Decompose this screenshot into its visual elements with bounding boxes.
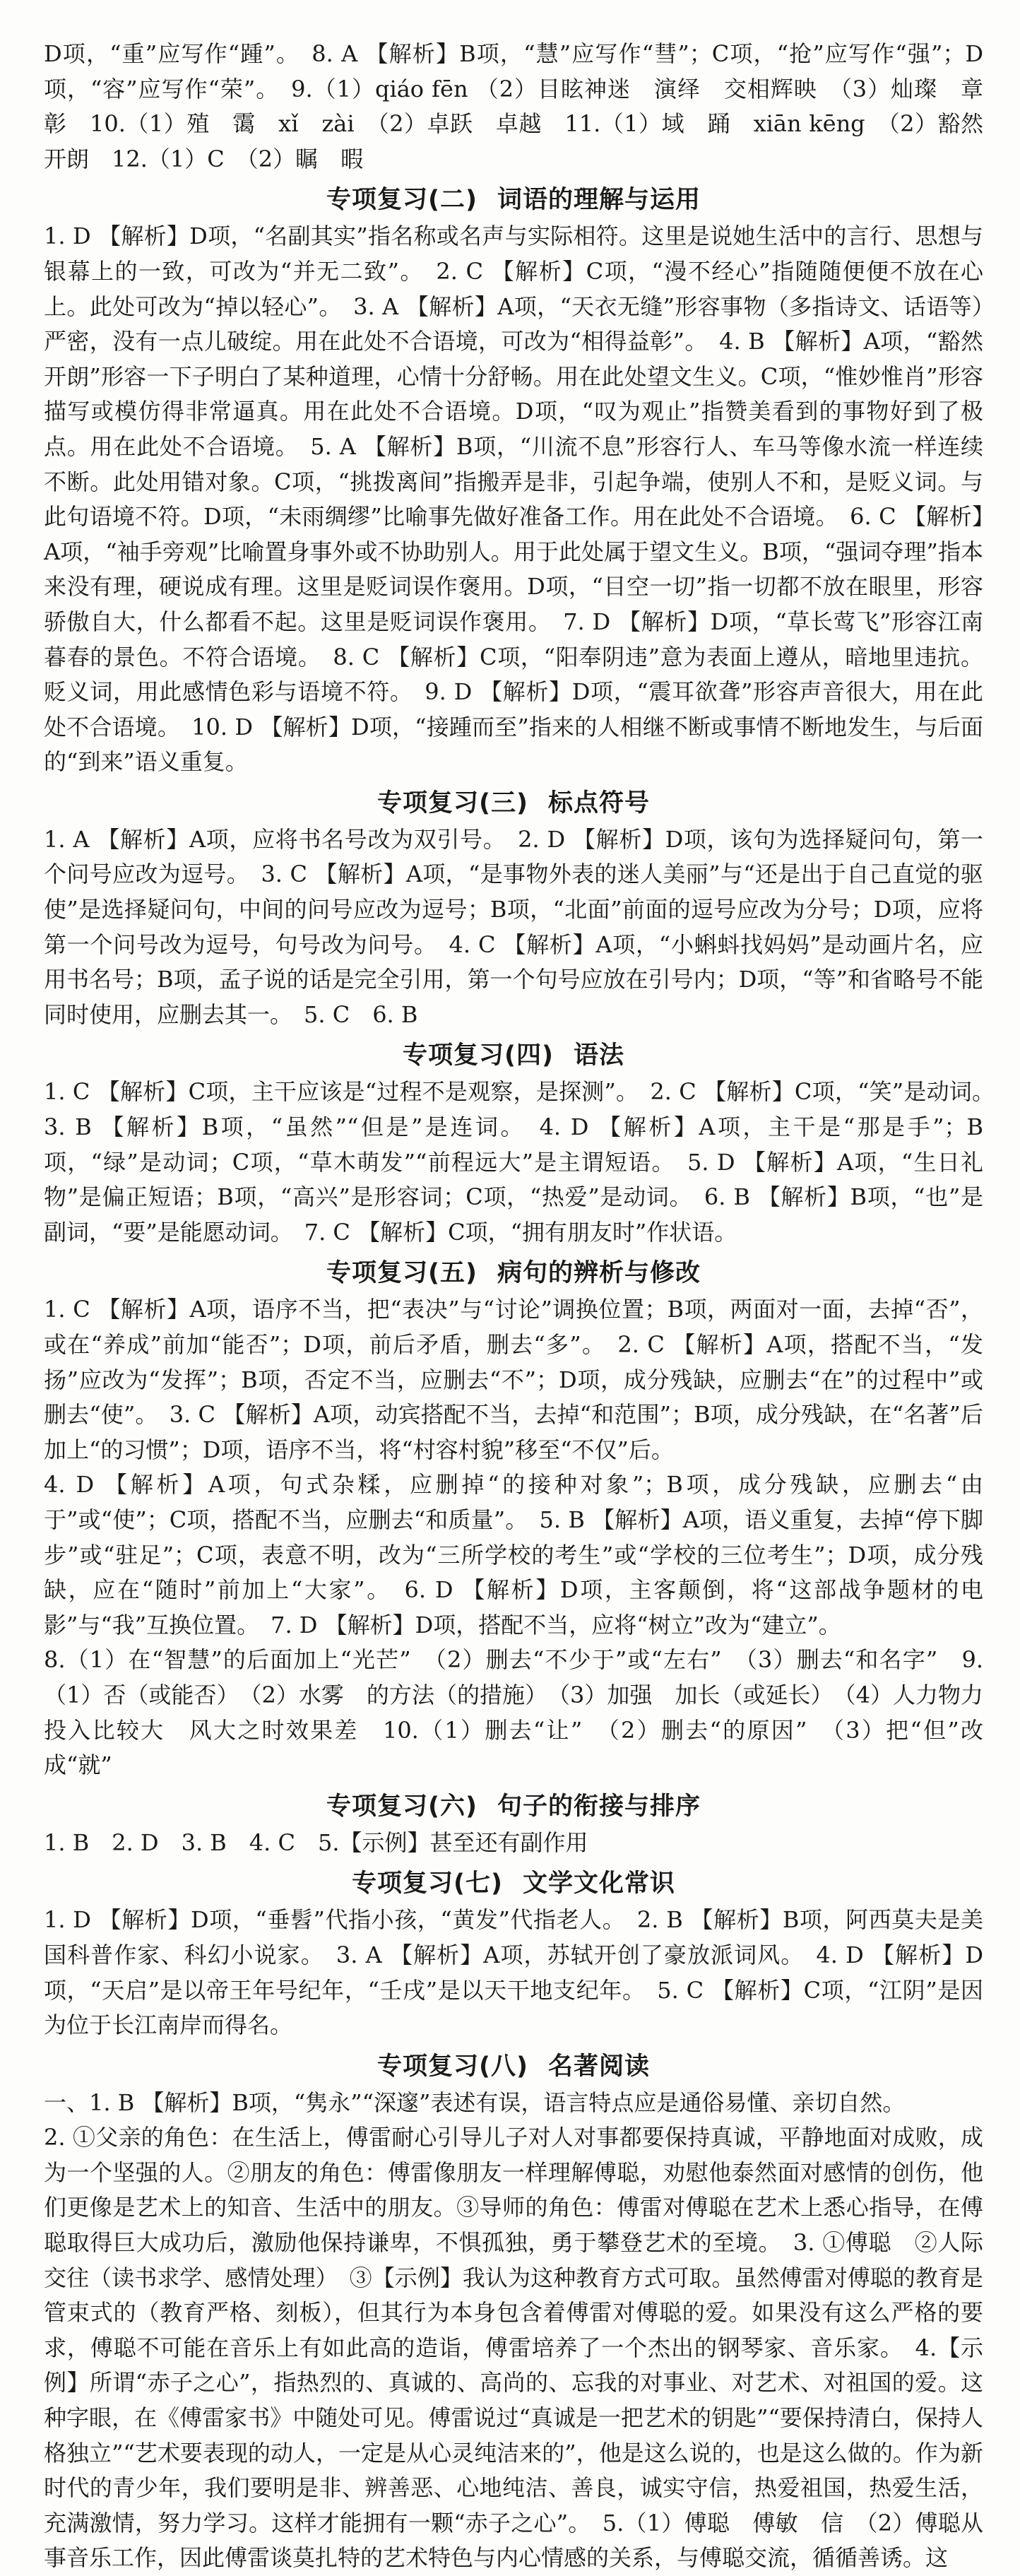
section-subtitle: 语法 [573, 1041, 624, 1070]
section-title: 专项复习(四) [402, 1041, 554, 1070]
section-heading [44, 182, 983, 218]
section-subtitle: 句子的衔接与排序 [497, 1792, 701, 1821]
section-subtitle: 文学文化常识 [522, 1869, 675, 1898]
section-title: 专项复习(三) [376, 788, 528, 817]
section-title: 专项复习(八) [376, 2052, 528, 2081]
section-heading [44, 786, 983, 821]
paragraph: 8.（1）在“智慧”的后面加上“光芒” （2）删去“不少于”或“左右” （3）删去“和名字” 9.（1）否（或能否） （2）水雾 的方法（的措施） （3）加强 加长（或延长） （4）人力物力投入比较大 风大之时效果差 10.（1）删去“让” （2）删去“的原因” （3）把“但”改成“就” [44, 1646, 983, 1779]
section-subtitle: 标点符号 [547, 788, 650, 817]
paragraph: 1. C 【解析】C项，主干应该是“过程不是观察，是探测”。 2. C 【解析】C项，“笑”是动词。 3. B 【解析】B项，“虽然”“但是”是连词。 4. D 【解析】A项，主干是“那是手”；B项，“绿”是动词；C项，“草木萌发”“前程远大”是主谓短语。 5. D 【解析】A项，“生日礼物”是偏正短语；B项，“高兴”是形容词；C项，“热爱”是动词。 6. B 【解析】B项，“也”是副词，“要”是能愿动词。 7. C 【解析】C项，“拥有朋友时”作状语。 [44, 1078, 1007, 1246]
paragraph: 2. ①父亲的角色：在生活上，傅雷耐心引导儿子对人对事都要保持真诚，平静地面对成败，成为一个坚强的人。②朋友的角色：傅雷像朋友一样理解傅聪，劝慰他泰然面对感情的创伤，他们更像是艺术上的知音、生活中的朋友。③导师的角色：傅雷对傅聪在艺术上悉心指导，在傅聪取得巨大成功后，激励他保持谦卑，不惧孤独，勇于攀登艺术的至境。 3. ①傅聪 ②人际交往（读书求学、感情处理） ③【示例】我认为这种教育方式可取。虽然傅雷对傅聪的教育是管束式的（教育严格、刻板），但其行为本身包含着傅雷对傅聪的爱。如果没有这么严格的要求，傅聪不可能在音乐上有如此高的造诣，傅雷培养了一个杰出的钢琴家、音乐家。 4.【示例】所谓“赤子之心”，指热烈的、真诚的、高尚的、忘我的对事业、对艺术、对祖国的爱。这种字眼，在《傅雷家书》中随处可见。傅雷说过“真诚是一把艺术的钥匙”“要保持清白，保持人格独立”“艺术要表现的动人，一定是从心灵纯洁来的”，他是这么说的，也是这么做的。作为新时代的青少年，我们要明是非、辨善恶、心地纯洁、善良，诚实守信，热爱祖国，热爱生活，充满激情，努力学习。这样才能拥有一颗“赤子之心”。 5.（1）傅聪 傅敏 信 （2）傅聪从事音乐工作，因此傅雷谈莫扎特的艺术特色与内心情感的关系，与傅聪交流，循循善诱。这 [44, 2124, 983, 2572]
paragraph: 1. D 【解析】D项，“垂髫”代指小孩，“黄发”代指老人。 2. B 【解析】B项，阿西莫夫是美国科普作家、科幻小说家。 3. A 【解析】A项，苏轼开创了豪放派词风。 4. D 【解析】D项，“天启”是以帝王年号纪年，“壬戌”是以天干地支纪年。 5. C 【解析】C项，“江阴”是因为位于长江南岸而得名。 [44, 1906, 983, 2039]
paragraph: 一、1. B 【解析】B项，“隽永”“深邃”表述有误，语言特点应是通俗易懂、亲切自然。 [44, 2088, 906, 2116]
section-subtitle: 名著阅读 [547, 2052, 650, 2081]
paragraph: 1. A 【解析】A项，应将书名号改为双引号。 2. D 【解析】D项，该句为选择疑问句，第一个问号应改为逗号。 3. C 【解析】A项，“是事物外表的迷人美丽”与“还是出于自己直觉的驱使”是选择疑问句，中间的问号应改为逗号；B项，“北面”前面的逗号应改为分号；D项，应将第一个问号改为逗号，句号改为问号。 4. C 【解析】A项，“小蝌蚪找妈妈”是动画片名，应用书名号；B项，孟子说的话是完全引用，第一个句号应放在引号内；D项，“等”和省略号不能同时使用，应删去其一。 5. C 6. B [44, 825, 983, 1028]
paragraph: D项，“重”应写作“踵”。 8. A 【解析】B项，“慧”应写作“彗”；C项，“抢”应写作“强”；D项，“容”应写作“荣”。 9.（1）qiáo fēn （2）目眩神迷 演绎 交相辉映 （3）灿璨 章 彰 10.（1）殖 霭 xǐ zài （2）卓跃 卓越 11.（1）域 踊 xiān kēng （2）豁然开朗 12.（1）C （2）瞩 暇 [44, 40, 1007, 172]
section-heading [44, 1038, 983, 1073]
section-subtitle: 词语的理解与运用 [497, 186, 701, 215]
paragraph: 1. C 【解析】A项，语序不当，把“表决”与“讨论”调换位置；B项，两面对一面，去掉“否”，或在“养成”前加“能否”；D项，前后矛盾，删去“多”。 2. C 【解析】A项，搭配不当，“发扬”应改为“发挥”；B项，否定不当，应删去“不”；D项，成分残缺，应删去“在”的过程中”或删去“使”。 3. C 【解析】A项，动宾搭配不当，去掉“和范围”；B项，成分残缺，在“名著”后加上“的习惯”；D项，语序不当，将“村容村貌”移至“不仅”后。 [44, 1296, 983, 1463]
section-heading [44, 1255, 983, 1291]
section-title: 专项复习(六) [326, 1792, 478, 1821]
section-title: 专项复习(五) [326, 1259, 478, 1288]
paragraph: 4. D 【解析】A项，句式杂糅，应删掉“的接种对象”；B项，成分残缺，应删去“由于”或“使”；C项，搭配不当，应删去“和质量”。 5. B 【解析】A项，语义重复，去掉“停下脚步”或“驻足”；C项，表意不明，改为“三所学校的考生”或“学校的三位考生”；D项，成分残缺，应在“随时”前加上“大家”。 6. D 【解析】D项，主客颠倒，将“这部战争题材的电影”与“我”互换位置。 7. D 【解析】D项，搭配不当，应将“树立”改为“建立”。 [44, 1471, 983, 1638]
paragraph: 1. D 【解析】D项，“名副其实”指名称或名声与实际相符。这里是说她生活中的言行、思想与银幕上的一致，可改为“并无二致”。 2. C 【解析】C项，“漫不经心”指随随便便不放在心上。此处可改为“掉以轻心”。 3. A 【解析】A项，“天衣无缝”形容事物（多指诗文、话语等）严密，没有一点儿破绽。用在此处不合语境，可改为“相得益彰”。 4. B 【解析】A项，“豁然开朗”形容一下子明白了某种道理，心情十分舒畅。用在此处望文生义。C项，“惟妙惟肖”形容描写或模仿得非常逼真。用在此处不合语境。D项，“叹为观止”指赞美看到的事物好到了极点。用在此处不合语境。 5. A 【解析】B项，“川流不息”形容行人、车马等像水流一样连续不断。此处用错对象。C项，“挑拨离间”指搬弄是非，引起争端，使别人不和，是贬义词。与此句语境不符。D项，“未雨绸缪”比喻事先做好准备工作。用在此处不合语境。 6. C 【解析】A项，“袖手旁观”比喻置身事外或不协助别人。用于此处属于望文生义。B项，“强词夺理”指本来没有理，硬说成有理。这里是贬词误作褒用。D项，“目空一切”指一切都不放在眼里，形容骄傲自大，什么都看不起。这里是贬词误作褒用。 7. D 【解析】D项，“草长莺飞”形容江南暮春的景色。不符合语境。 8. C 【解析】C项，“阳奉阴违”意为表面上遵从，暗地里违抗。贬义词，用此感情色彩与语境不符。 9. D 【解析】D项，“震耳欲聋”形容声音很大，用在此处不合语境。 10. D 【解析】D项，“接踵而至”指来的人相继不断或事情不断地发生，与后面的“到来”语义重复。 [44, 223, 983, 776]
section-subtitle: 病句的辨析与修改 [497, 1259, 701, 1288]
paragraph: 1. B 2. D 3. B 4. C 5.【示例】甚至还有副作用 [44, 1828, 588, 1856]
section-heading [44, 1789, 983, 1824]
section-title: 专项复习(二) [326, 186, 478, 215]
section-heading [44, 1866, 983, 1901]
section-title: 专项复习(七) [351, 1869, 503, 1898]
section-heading [44, 2049, 983, 2084]
